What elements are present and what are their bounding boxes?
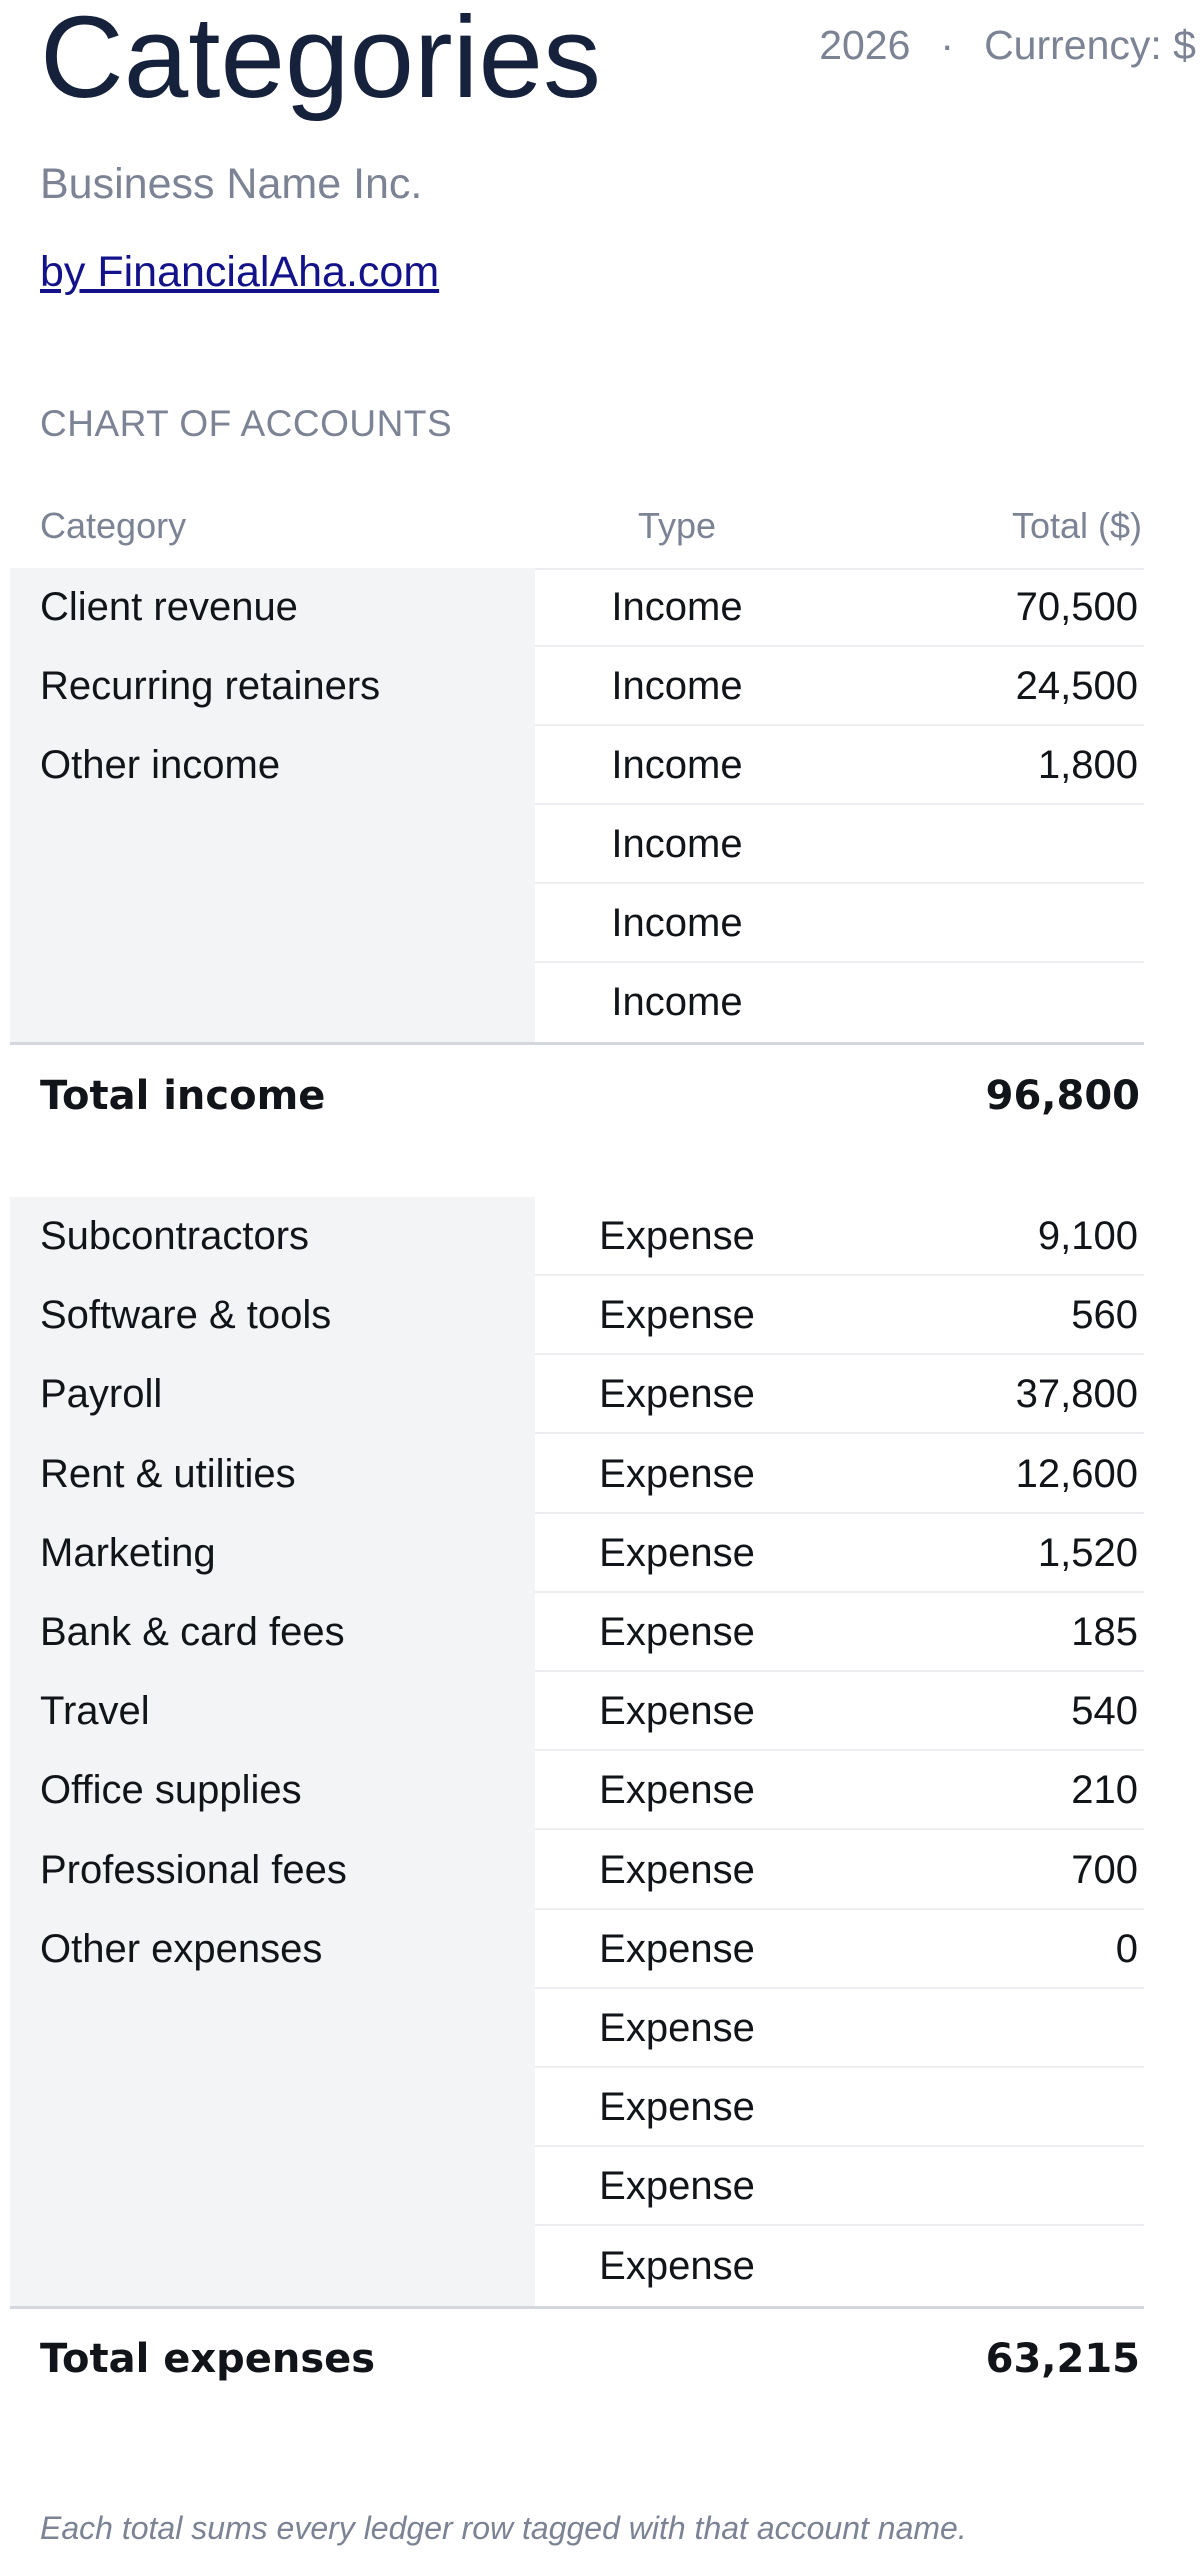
- type-cell: Expense: [599, 2243, 755, 2288]
- footnote: Each total sums every ledger row tagged with that account name.: [40, 2510, 967, 2546]
- category-cell[interactable]: Office supplies: [40, 1768, 302, 1813]
- table-row: [10, 1593, 1144, 1672]
- page-title: Categories: [40, 0, 601, 122]
- total-income-row: [40, 1073, 1140, 1119]
- divider: [10, 1042, 1144, 1045]
- table-row: [10, 2068, 1144, 2147]
- total-cell: 70,500: [1015, 585, 1138, 629]
- category-cell[interactable]: Software & tools: [40, 1293, 332, 1338]
- table-row: [10, 1514, 1144, 1593]
- type-cell: Expense: [599, 1293, 755, 1338]
- total-cell: 0: [1115, 1926, 1138, 1971]
- total-cell: 1,520: [1037, 1530, 1138, 1575]
- total-cell: 210: [1071, 1768, 1138, 1813]
- total-cell: 12,600: [1015, 1451, 1138, 1496]
- total-cell: 9,100: [1037, 1214, 1138, 1258]
- year-label: 2026: [819, 22, 911, 68]
- table-row: [10, 1435, 1144, 1514]
- table-row: [10, 1355, 1144, 1434]
- type-cell: Expense: [599, 1768, 755, 1813]
- category-cell[interactable]: Travel: [40, 1689, 150, 1734]
- table-row: [10, 2147, 1144, 2226]
- table-row: [10, 1276, 1144, 1355]
- category-cell[interactable]: Other expenses: [40, 1926, 323, 1971]
- category-cell[interactable]: Subcontractors: [40, 1214, 310, 1258]
- column-header-type: Type: [637, 505, 717, 546]
- divider: [10, 2306, 1144, 2309]
- type-cell: Income: [611, 585, 743, 629]
- category-cell[interactable]: Rent & utilities: [40, 1451, 296, 1496]
- table-row: [10, 647, 1144, 726]
- category-cell[interactable]: Payroll: [40, 1372, 163, 1417]
- type-cell: Expense: [599, 1689, 755, 1734]
- type-cell: Expense: [599, 1847, 755, 1892]
- currency-label: Currency: $: [984, 22, 1196, 68]
- type-cell: Expense: [599, 1372, 755, 1417]
- type-cell: Expense: [599, 1610, 755, 1654]
- type-cell: Income: [611, 664, 743, 708]
- total-cell: 37,800: [1015, 1372, 1138, 1417]
- type-cell: Income: [611, 743, 743, 787]
- column-header-category: Category: [40, 505, 187, 546]
- total-cell: 24,500: [1015, 664, 1138, 708]
- table-row: [10, 805, 1144, 884]
- column-header-total: Total ($): [1011, 505, 1142, 546]
- table-row: [10, 1910, 1144, 1989]
- category-cell[interactable]: Other income: [40, 743, 281, 787]
- table-row: [10, 1989, 1144, 2068]
- table-row: [10, 568, 1144, 647]
- total-expenses-row: [40, 2336, 1140, 2382]
- category-cell[interactable]: Marketing: [40, 1530, 216, 1575]
- section-label: CHART OF ACCOUNTS: [40, 403, 453, 444]
- table-row: [10, 726, 1144, 805]
- total-cell: 185: [1071, 1610, 1138, 1654]
- type-cell: Income: [611, 822, 743, 866]
- table-row: [10, 1751, 1144, 1830]
- byline-link[interactable]: by FinancialAha.com: [40, 248, 440, 296]
- separator: ·: [940, 22, 955, 68]
- category-cell[interactable]: Professional fees: [40, 1847, 347, 1892]
- type-cell: Expense: [599, 2164, 755, 2209]
- type-cell: Expense: [599, 1451, 755, 1496]
- total-income-label: Total income: [40, 1073, 326, 1119]
- total-cell: 540: [1071, 1689, 1138, 1734]
- table-row: [10, 1831, 1144, 1910]
- type-cell: Expense: [599, 2085, 755, 2130]
- total-expenses-label: Total expenses: [40, 2336, 376, 2382]
- total-cell: 1,800: [1037, 743, 1138, 787]
- type-cell: Expense: [599, 2006, 755, 2050]
- page-meta: [819, 22, 1196, 69]
- total-cell: 700: [1071, 1847, 1138, 1892]
- category-cell[interactable]: Client revenue: [40, 585, 298, 629]
- type-cell: Expense: [599, 1214, 755, 1258]
- category-cell[interactable]: Recurring retainers: [40, 664, 381, 708]
- table-row: [10, 1197, 1144, 1276]
- table-row: [10, 2227, 1144, 2306]
- table-row: [10, 963, 1144, 1042]
- type-cell: Expense: [599, 1530, 755, 1575]
- total-income-value: 96,800: [985, 1073, 1140, 1119]
- type-cell: Income: [611, 980, 743, 1024]
- business-name: Business Name Inc.: [40, 160, 423, 208]
- type-cell: Income: [611, 901, 743, 945]
- table-row: [10, 1672, 1144, 1751]
- table-row: [10, 884, 1144, 963]
- type-cell: Expense: [599, 1926, 755, 1971]
- category-cell[interactable]: Bank & card fees: [40, 1610, 345, 1654]
- total-expenses-value: 63,215: [985, 2336, 1140, 2382]
- total-cell: 560: [1071, 1293, 1138, 1338]
